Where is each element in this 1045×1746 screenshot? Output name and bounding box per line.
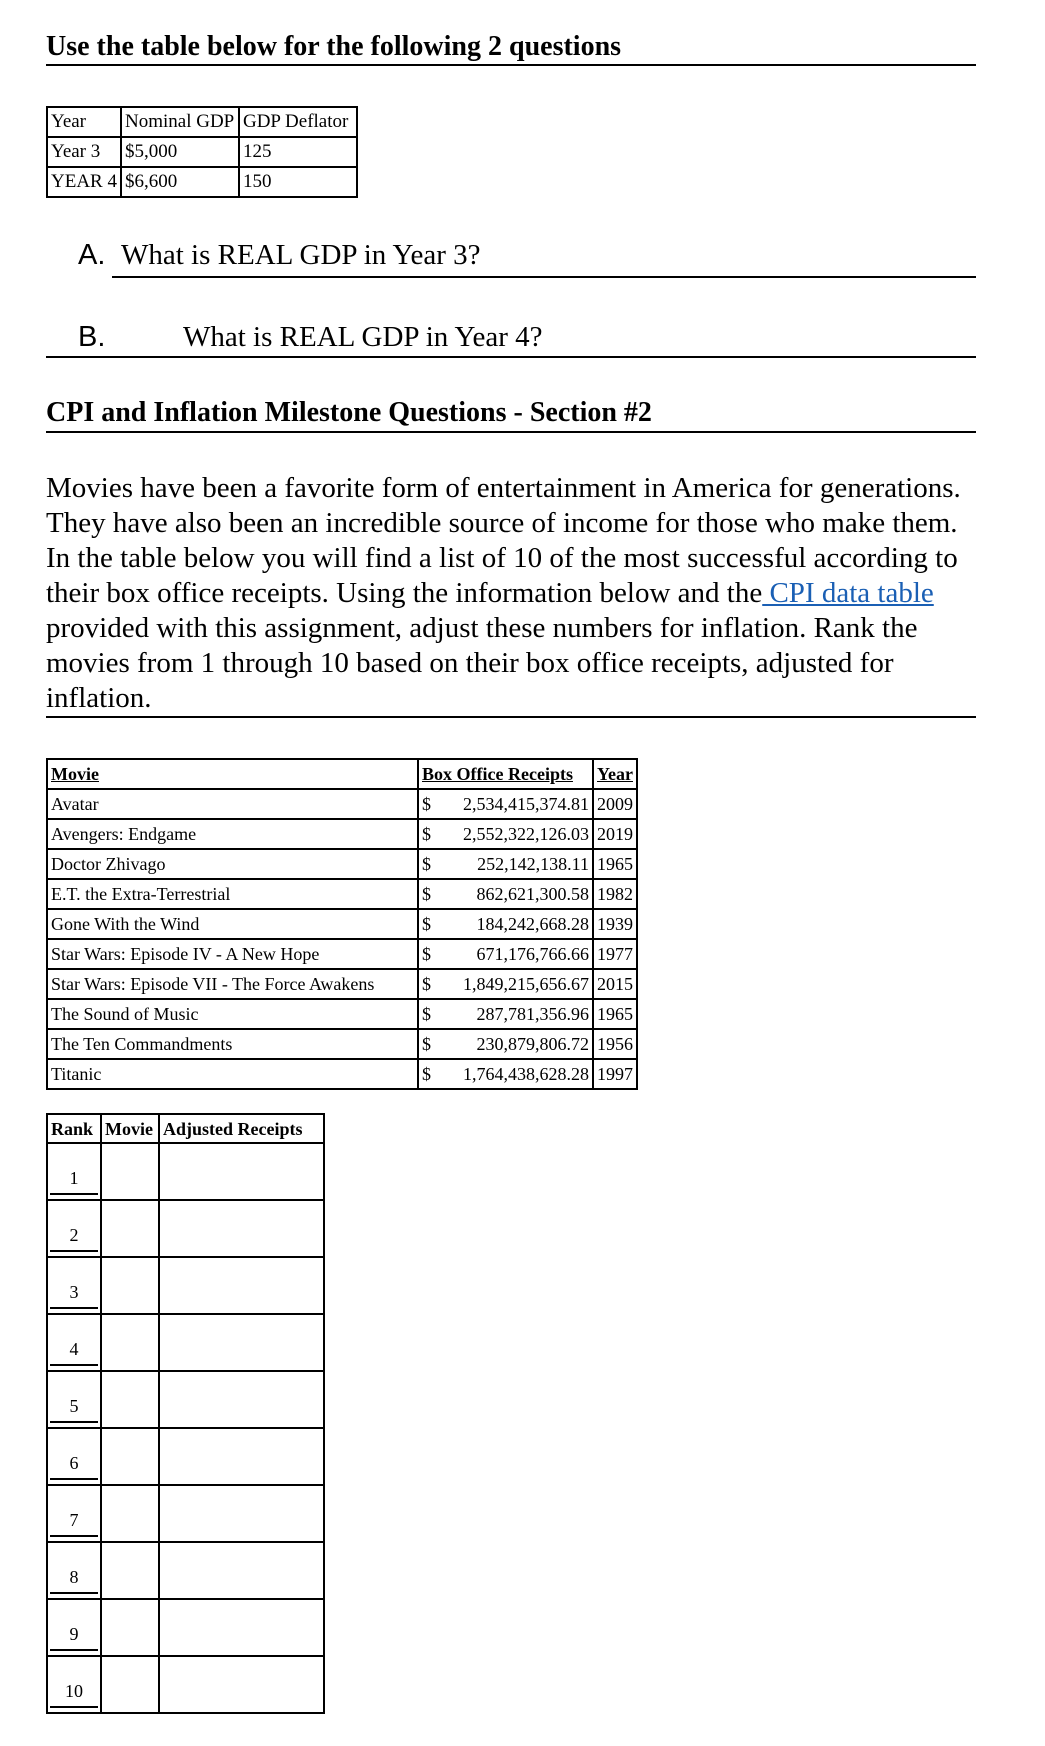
movie-row	[47, 879, 637, 909]
adjusted-receipts-answer-cell[interactable]	[159, 1428, 324, 1485]
movie-header-row	[47, 759, 637, 789]
box-office-amount: 2,552,322,126.03	[463, 824, 589, 844]
adjusted-receipts-answer-cell[interactable]	[159, 1656, 324, 1713]
box-office-amount: 1,849,215,656.67	[463, 974, 589, 994]
rank-cell	[47, 1656, 101, 1713]
box-office-amount: 230,879,806.72	[476, 1034, 589, 1054]
section1-heading: Use the table below for the following 2 questions	[46, 31, 622, 62]
rank-cell	[47, 1257, 101, 1314]
movie-title-cell: Star Wars: Episode IV - A New Hope	[47, 939, 418, 969]
rank-cell	[47, 1542, 101, 1599]
box-office-cell	[418, 849, 593, 879]
question-a-letter: A.	[78, 239, 106, 271]
box-office-cell	[418, 909, 593, 939]
rank-cell	[47, 1371, 101, 1428]
movie-answer-cell[interactable]	[101, 1542, 159, 1599]
movie-row	[47, 1059, 637, 1089]
rank-number: 10	[50, 1678, 98, 1708]
adjusted-receipts-answer-cell[interactable]	[159, 1143, 324, 1200]
question-b-letter: B.	[78, 321, 106, 353]
rank-row	[47, 1314, 324, 1371]
year-cell: 1939	[593, 909, 637, 939]
adjusted-receipts-answer-cell[interactable]	[159, 1371, 324, 1428]
answer-a-line	[112, 276, 976, 278]
adjusted-receipts-answer-cell[interactable]	[159, 1200, 324, 1257]
year-cell: 1965	[593, 849, 637, 879]
movie-row	[47, 849, 637, 879]
currency-symbol: $	[422, 1004, 431, 1024]
rank-number: 2	[50, 1222, 98, 1252]
gdp-header-row	[47, 107, 357, 137]
currency-symbol: $	[422, 1034, 431, 1054]
currency-symbol: $	[422, 1064, 431, 1084]
year-cell: 2015	[593, 969, 637, 999]
paragraph-text: provided with this assignment, adjust these numbers for inflation. Rank the movies from 1 through 10 based on their box office receipts, adjusted for inflation.	[46, 612, 918, 714]
movie-title-cell: Gone With the Wind	[47, 909, 418, 939]
rank-number: 6	[50, 1450, 98, 1480]
gdp-header-cell: Nominal GDP	[121, 107, 239, 137]
year-cell: 1997	[593, 1059, 637, 1089]
movie-title-cell: Avengers: Endgame	[47, 819, 418, 849]
year-cell: 1965	[593, 999, 637, 1029]
rank-number: 1	[50, 1165, 98, 1195]
movie-answer-cell[interactable]	[101, 1143, 159, 1200]
rank-cell	[47, 1314, 101, 1371]
movie-row	[47, 1029, 637, 1059]
movie-answer-cell[interactable]	[101, 1656, 159, 1713]
year-cell: 1977	[593, 939, 637, 969]
movie-title-cell: Doctor Zhivago	[47, 849, 418, 879]
box-office-amount: 1,764,438,628.28	[463, 1064, 589, 1084]
year-cell: 1956	[593, 1029, 637, 1059]
movie-title-cell: Avatar	[47, 789, 418, 819]
rank-header-cell: Rank	[47, 1114, 101, 1143]
movie-answer-cell[interactable]	[101, 1428, 159, 1485]
currency-symbol: $	[422, 884, 431, 904]
answer-b-line	[46, 356, 976, 358]
box-office-cell	[418, 789, 593, 819]
rank-header-cell: Adjusted Receipts	[159, 1114, 324, 1143]
heading-rule	[46, 64, 976, 66]
box-office-amount: 252,142,138.11	[477, 854, 589, 874]
gdp-cell: Year 3	[47, 137, 121, 167]
gdp-table	[46, 106, 358, 198]
movie-answer-cell[interactable]	[101, 1485, 159, 1542]
gdp-row	[47, 137, 357, 167]
currency-symbol: $	[422, 914, 431, 934]
movie-row	[47, 819, 637, 849]
movie-answer-cell[interactable]	[101, 1200, 159, 1257]
rank-cell	[47, 1428, 101, 1485]
box-office-amount: 2,534,415,374.81	[463, 794, 589, 814]
year-cell: 2009	[593, 789, 637, 819]
box-office-cell	[418, 939, 593, 969]
rank-number: 5	[50, 1393, 98, 1423]
movie-table	[46, 758, 638, 1090]
year-cell: 1982	[593, 879, 637, 909]
adjusted-receipts-answer-cell[interactable]	[159, 1257, 324, 1314]
box-office-amount: 671,176,766.66	[476, 944, 589, 964]
box-office-cell	[418, 879, 593, 909]
year-cell: 2019	[593, 819, 637, 849]
box-office-amount: 862,621,300.58	[476, 884, 589, 904]
box-office-cell	[418, 819, 593, 849]
gdp-cell: 150	[239, 167, 357, 197]
rank-row	[47, 1542, 324, 1599]
movie-header-cell: Box Office Receipts	[418, 759, 593, 789]
gdp-header-cell: GDP Deflator	[239, 107, 357, 137]
gdp-header-cell: Year	[47, 107, 121, 137]
movie-answer-cell[interactable]	[101, 1599, 159, 1656]
box-office-cell	[418, 969, 593, 999]
gdp-cell: 125	[239, 137, 357, 167]
box-office-amount: 184,242,668.28	[476, 914, 589, 934]
adjusted-receipts-answer-cell[interactable]	[159, 1599, 324, 1656]
movie-row	[47, 909, 637, 939]
cpi-data-table-link[interactable]: CPI data table	[762, 577, 934, 609]
movie-answer-cell[interactable]	[101, 1371, 159, 1428]
rank-number: 4	[50, 1336, 98, 1366]
currency-symbol: $	[422, 974, 431, 994]
box-office-cell	[418, 1029, 593, 1059]
gdp-cell: $6,600	[121, 167, 239, 197]
movie-rows	[47, 789, 637, 1089]
movie-row	[47, 999, 637, 1029]
movie-row	[47, 969, 637, 999]
question-a-text: What is REAL GDP in Year 3?	[121, 239, 481, 271]
rank-cell	[47, 1200, 101, 1257]
question-b-text: What is REAL GDP in Year 4?	[183, 321, 543, 353]
rank-cell	[47, 1485, 101, 1542]
rank-cell	[47, 1599, 101, 1656]
adjusted-receipts-answer-cell[interactable]	[159, 1542, 324, 1599]
rank-header-cell: Movie	[101, 1114, 159, 1143]
rank-number: 3	[50, 1279, 98, 1309]
currency-symbol: $	[422, 854, 431, 874]
rank-rows	[47, 1143, 324, 1713]
movie-answer-cell[interactable]	[101, 1257, 159, 1314]
heading-rule	[46, 431, 976, 433]
movie-title-cell: The Ten Commandments	[47, 1029, 418, 1059]
rank-cell	[47, 1143, 101, 1200]
rank-number: 9	[50, 1621, 98, 1651]
gdp-cell: YEAR 4	[47, 167, 121, 197]
rank-row	[47, 1656, 324, 1713]
currency-symbol: $	[422, 794, 431, 814]
box-office-cell	[418, 999, 593, 1029]
box-office-amount: 287,781,356.96	[476, 1004, 589, 1024]
rank-table	[46, 1113, 325, 1714]
currency-symbol: $	[422, 824, 431, 844]
rank-row	[47, 1599, 324, 1656]
movie-header-cell: Year	[593, 759, 637, 789]
movie-title-cell: Star Wars: Episode VII - The Force Awakens	[47, 969, 418, 999]
adjusted-receipts-answer-cell[interactable]	[159, 1314, 324, 1371]
instructions-paragraph	[46, 471, 976, 716]
paragraph-text: Movies have been a favorite form of entertainment in America for generations. They have also been an incredible source of income for those who make them. In the table below you will find a list of 10 of the most successful according to their box office receipts. Using the information below and the	[46, 472, 961, 609]
rank-header-row	[47, 1114, 324, 1143]
movie-title-cell: The Sound of Music	[47, 999, 418, 1029]
movie-title-cell: E.T. the Extra-Terrestrial	[47, 879, 418, 909]
movie-row	[47, 789, 637, 819]
gdp-row	[47, 167, 357, 197]
box-office-cell	[418, 1059, 593, 1089]
movie-answer-cell[interactable]	[101, 1314, 159, 1371]
adjusted-receipts-answer-cell[interactable]	[159, 1485, 324, 1542]
movie-title-cell: Titanic	[47, 1059, 418, 1089]
gdp-cell: $5,000	[121, 137, 239, 167]
rank-row	[47, 1428, 324, 1485]
rank-row	[47, 1200, 324, 1257]
rank-number: 8	[50, 1564, 98, 1594]
movie-header-cell: Movie	[47, 759, 418, 789]
paragraph-rule	[46, 716, 976, 718]
section2-heading: CPI and Inflation Milestone Questions - Section #2	[46, 397, 652, 428]
rank-row	[47, 1371, 324, 1428]
rank-row	[47, 1257, 324, 1314]
rank-row	[47, 1485, 324, 1542]
rank-number: 7	[50, 1507, 98, 1537]
rank-row	[47, 1143, 324, 1200]
movie-row	[47, 939, 637, 969]
currency-symbol: $	[422, 944, 431, 964]
